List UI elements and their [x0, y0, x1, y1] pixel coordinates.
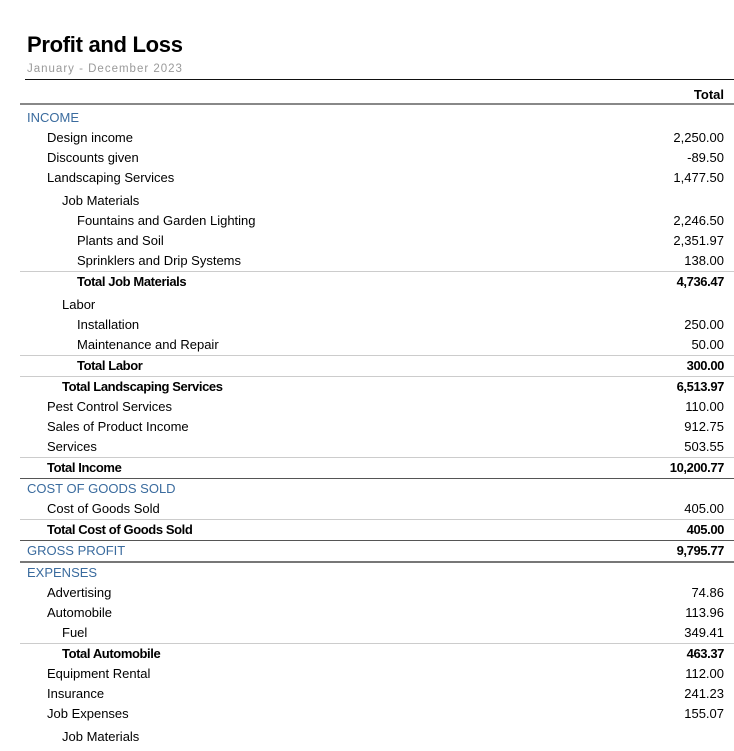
row-label[interactable]: Equipment Rental [47, 666, 151, 681]
row-label[interactable]: Fuel [62, 625, 88, 640]
account-row [0, 417, 734, 437]
row-label[interactable]: Pest Control Services [47, 399, 172, 414]
row-label: Total Job Materials [77, 274, 187, 289]
row-amount[interactable]: 349.41 [684, 625, 724, 640]
row-label: Total Automobile [62, 646, 161, 661]
column-header-total: Total [693, 87, 724, 102]
row-amount[interactable]: 503.55 [684, 439, 724, 454]
row-label: Labor [62, 297, 96, 312]
total-row [20, 355, 734, 376]
account-row [0, 148, 734, 168]
account-row [0, 437, 734, 457]
row-label: Total Income [47, 460, 122, 475]
row-amount[interactable]: 6,513.97 [676, 379, 724, 394]
row-label[interactable]: Landscaping Services [47, 170, 175, 185]
account-row [0, 583, 734, 603]
total-row [20, 519, 734, 541]
account-row [0, 168, 734, 188]
row-amount[interactable]: 405.00 [686, 522, 724, 537]
row-label[interactable]: Design income [47, 130, 133, 145]
account-row [0, 499, 734, 519]
row-label[interactable]: Advertising [47, 585, 112, 600]
row-amount[interactable]: 2,250.00 [673, 130, 724, 145]
row-amount[interactable]: 113.96 [685, 605, 724, 620]
header-divider [25, 79, 734, 80]
row-label[interactable]: Services [47, 439, 97, 454]
row-label: Total Labor [77, 358, 143, 373]
section-header [0, 108, 734, 128]
row-label: Job Materials [62, 193, 140, 208]
account-row [0, 251, 734, 271]
row-label: GROSS PROFIT [27, 543, 126, 558]
row-amount[interactable]: 10,200.77 [669, 460, 724, 475]
row-amount[interactable]: 463.37 [686, 646, 724, 661]
account-row [0, 211, 734, 231]
account-row [0, 315, 734, 335]
account-row [0, 128, 734, 148]
row-amount[interactable]: 241.23 [684, 686, 724, 701]
account-row [0, 704, 734, 724]
row-label[interactable]: Job Expenses [47, 706, 129, 721]
total-row [20, 271, 734, 292]
row-label[interactable]: Sales of Product Income [47, 419, 189, 434]
row-amount[interactable]: 912.75 [684, 419, 724, 434]
group-header [0, 188, 734, 211]
column-header-divider [20, 103, 734, 105]
row-amount[interactable]: 110.00 [685, 399, 724, 414]
total-row [20, 376, 734, 397]
total-row [20, 643, 734, 664]
row-label[interactable]: Insurance [47, 686, 105, 701]
account-row [0, 684, 734, 704]
section-header [0, 563, 734, 583]
total-row [20, 457, 734, 479]
gross-profit-row [20, 541, 734, 563]
row-label: INCOME [27, 110, 79, 125]
row-amount[interactable]: 74.86 [691, 585, 724, 600]
row-amount[interactable]: 155.07 [684, 706, 724, 721]
row-amount[interactable]: 300.00 [686, 358, 724, 373]
row-label: Total Cost of Goods Sold [47, 522, 193, 537]
report-rows [0, 108, 734, 747]
row-label[interactable]: Maintenance and Repair [77, 337, 219, 352]
row-label[interactable]: Discounts given [47, 150, 139, 165]
row-label[interactable]: Automobile [47, 605, 113, 620]
account-row [0, 603, 734, 623]
row-amount[interactable]: 2,351.97 [673, 233, 724, 248]
row-label[interactable]: Fountains and Garden Lighting [77, 213, 256, 228]
row-amount[interactable]: 1,477.50 [673, 170, 724, 185]
row-amount[interactable]: 50.00 [691, 337, 724, 352]
row-label: Job Materials [62, 729, 140, 744]
row-amount[interactable]: 250.00 [684, 317, 724, 332]
account-row [0, 335, 734, 355]
row-label[interactable]: Plants and Soil [77, 233, 164, 248]
row-label[interactable]: Sprinklers and Drip Systems [77, 253, 241, 268]
row-amount[interactable]: 2,246.50 [673, 213, 724, 228]
row-amount[interactable]: 112.00 [685, 666, 724, 681]
row-amount[interactable]: -89.50 [687, 150, 724, 165]
row-amount[interactable]: 405.00 [684, 501, 724, 516]
row-amount[interactable]: 138.00 [684, 253, 724, 268]
report-title: Profit and Loss [27, 32, 183, 57]
row-label[interactable]: Cost of Goods Sold [47, 501, 160, 516]
row-label: EXPENSES [27, 565, 98, 580]
account-row [0, 664, 734, 684]
group-header [0, 292, 734, 315]
row-label[interactable]: Installation [77, 317, 140, 332]
section-header [0, 479, 734, 499]
account-row [0, 397, 734, 417]
row-label: COST OF GOODS SOLD [27, 481, 176, 496]
account-row [0, 231, 734, 251]
group-header [0, 724, 734, 747]
row-amount[interactable]: 4,736.47 [676, 274, 724, 289]
report-period: January - December 2023 [27, 63, 183, 75]
account-row [0, 623, 734, 643]
row-amount[interactable]: 9,795.77 [676, 543, 724, 558]
row-label: Total Landscaping Services [62, 379, 223, 394]
